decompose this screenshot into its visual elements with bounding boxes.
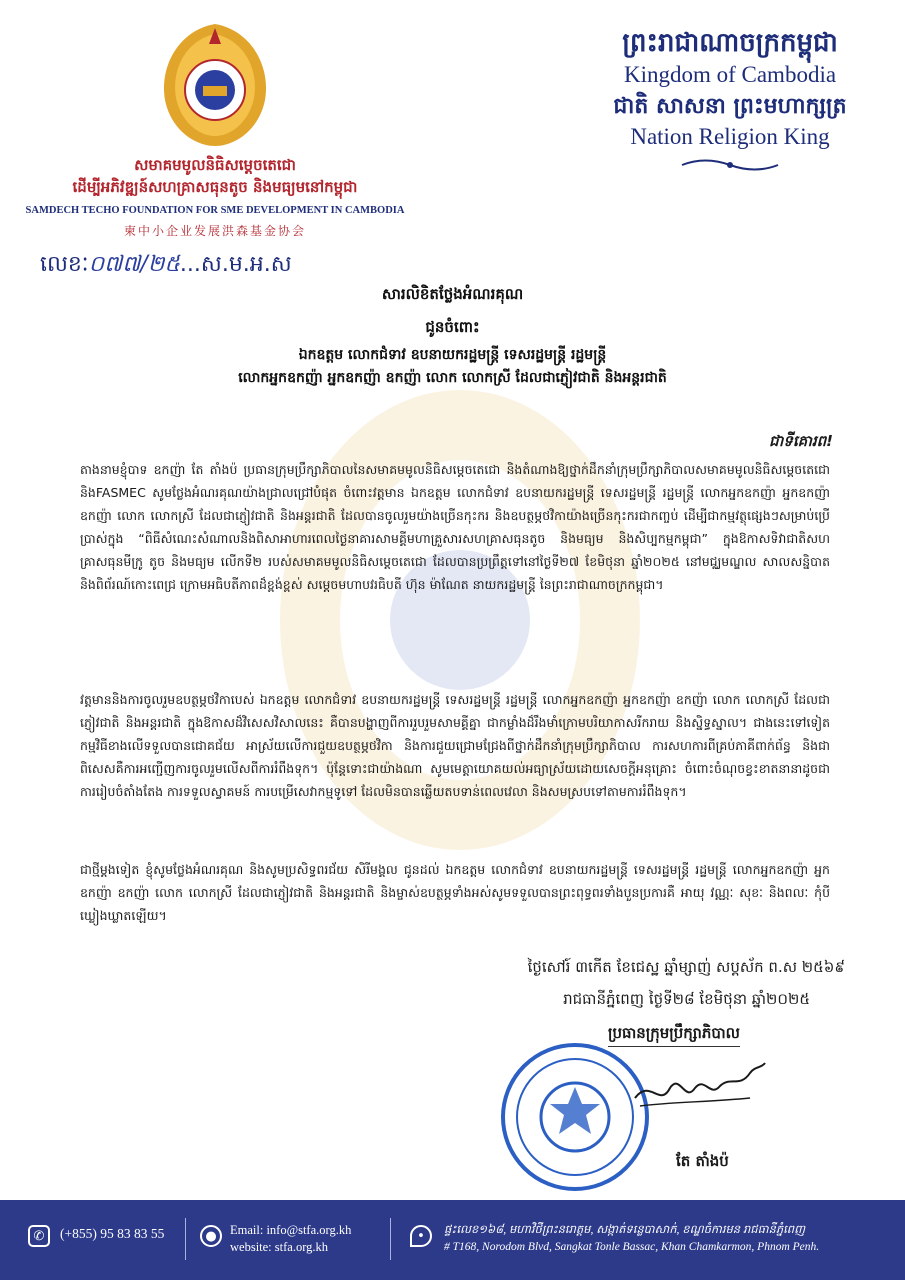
lunar-date: ថ្ងៃសៅរ៍ ៣កើត ខែជេស្ឋ ឆ្នាំម្សាញ់ សប្តស័ក ព.ស ២៥៦៩ (527, 958, 845, 976)
foundation-logo-icon (155, 20, 275, 150)
footer-address (444, 1222, 819, 1256)
org-name-km-line2: ដើម្បីអភិវឌ្ឍន៍សហគ្រាសធុនតូច និងមធ្យមនៅកម្ពុជា (72, 178, 358, 196)
location-pin-icon: • (410, 1225, 432, 1247)
ref-prefix: លេខៈ (40, 252, 89, 277)
ref-number: ០៧៧/២៥ (88, 252, 180, 277)
footer-phone[interactable]: (+855) 95 83 83 55 (60, 1226, 165, 1241)
footer-contact (230, 1222, 351, 1256)
kingdom-title-en: Kingdom of Cambodia (623, 62, 837, 87)
signer-name: តែ តាំងប៉ (676, 1152, 729, 1170)
motto-en: Nation Religion King (630, 124, 830, 149)
body-paragraph-2: វត្តមាននិងការចូលរួមឧបត្ថម្ភថវិកាបេស់ ឯកឧត្តម លោកជំទាវ ឧបនាយករដ្ឋមន្ត្រី ទេសរដ្ឋមន្ត្រី រដ្ឋមន្ត្រី លោកអ្នកឧកញ៉ា អ្នកឧកញ៉ា ឧកញ៉ា លោក លោកស្រី ដែលជាភ្ញៀវជាតិ និងអន្តរជាតិ ក្នុងឱកាសដ៏វិសេសវិសាលនេះ គឺបានបង្ហាញពីការរួបរួមសាមគ្គីគ្នា ជាកម្លាំងដ៏រឹងមាំក្រោមបរិយាកាសរីករាយ និងស្និទ្ធស្នាល។ ជាងនេះទៅទៀតកម្មវិធីខាងលើទទួលបានជោគជ័យ អាស្រ័យលើការជួយឧបត្ថម្ភថវិកា និងការជួយជ្រោមជ្រែងពីថ្នាក់ដឹកនាំក្រុមប្រឹក្សាភិបាល ការសហការពីគ្រប់ភាគីពាក់ព័ន្ធ និងជាពិសេសគឺការអញ្ជើញការចូលរួមលើសពីការរំពឹងទុក។ ប៉ុន្តែទោះជាយ៉ាងណា សូមមេត្តាយោគយល់អធ្យាស្រ័យដោយសេចក្តីអនុគ្រោះ ចំពោះចំណុចខ្វះខាតនានាដូចជា ការរៀបចំតាំងតែង ការទទួលស្វាគមន៍ ការបម្រើសេវាកម្មទូទៅ ដែលមិនបានឆ្លើយតបទាន់ពេលវេលា និងសមស្របទៅតាមការរំពឹងទុក។ (80, 692, 830, 799)
signature-icon (630, 1058, 770, 1118)
body-paragraph-3: ជាថ្មីម្តងទៀត ខ្ញុំសូមថ្លែងអំណរគុណ និងសូមប្រសិទ្ធពរជ័យ សិរីមង្គល ជូនដល់ ឯកឧត្តម លោកជំទាវ ឧបនាយករដ្ឋមន្ត្រី ទេសរដ្ឋមន្ត្រី រដ្ឋមន្ត្រី លោកអ្នកឧកញ៉ា អ្នកឧកញ៉ា ឧកញ៉ា លោក លោកស្រី ដែលជាភ្ញៀវជាតិ និងអន្តរជាតិ និងម្ចាស់ឧបត្ថម្ភទាំងអស់សូមទទួលបានព្រះពុទ្ធពរទាំងបួនប្រការគឺ អាយុ វណ្ណៈ សុខៈ និងពលៈ កុំបីឃ្លៀងឃ្លាតឡើយ។ (80, 862, 830, 923)
letter-title: សារលិខិតថ្លែងអំណរគុណ (381, 285, 524, 303)
body-paragraph-1: តាងនាមខ្ញុំបាទ ឧកញ៉ា តែ តាំងប៉ ប្រធានក្រុមប្រឹក្សាភិបាលនៃសមាគមមូលនិធិសម្តេចតេជោ និងតំណាងឱ្យថ្នាក់ដឹកនាំក្រុមប្រឹក្សាភិបាលសមាគមមូលនិធិសម្តេចតេជោ និងFASMEC សូមថ្លែងអំណរគុណយ៉ាងជ្រាលជ្រៅបំផុត ចំពោះវត្តមាន ឯកឧត្តម លោកជំទាវ ឧបនាយករដ្ឋមន្ត្រី ទេសរដ្ឋមន្ត្រី រដ្ឋមន្ត្រី លោកអ្នកឧកញ៉ា អ្នកឧកញ៉ា ឧកញ៉ា លោក លោកស្រី ដែលជាភ្ញៀវជាតិ និងអន្តរជាតិ ដែលបានចូលរួមយ៉ាងច្រើនកុះករ និងឧបត្ថម្ភថវិកាយ៉ាងច្រើនកុះករជាកញ្ចប់ ដើម្បីជាកម្មវត្ថុផ្សេងៗសម្រាប់ប្រើប្រាស់ក្នុង “ពិធីសំណេះសំណាលនិងពិសាអាហារពេលថ្ងៃនាគារសាមគ្គីមហាគ្រួសារសហគ្រាសធុនតូច និងមធ្យម និងសិប្បកម្មកម្ពុជា” ក្នុងឱកាសទិវាជាតិសហគ្រាសធុនមីក្រូ តូច និងមធ្យម លើកទី២ របស់សមាគមមូលនិធិសម្តេចតេជោ ដែលបានប្រព្រឹត្តទៅនៅថ្ងៃទី២៧ ខែមិថុនា ឆ្នាំ២០២៥ នៅមជ្ឈមណ្ឌល សាលសន្និបាត និងពិព័រណ៍កោះពេជ្រ ក្រោមអធិបតីភាពដ៏ខ្ពង់ខ្ពស់ សម្តេចមហាបវរធិបតី ហ៊ុន ម៉ាណែត នាយករដ្ឋមន្ត្រី នៃព្រះរាជាណាចក្រកម្ពុជា។ (80, 462, 830, 592)
footer-address-en: # T168, Norodom Blvd, Sangkat Tonle Bassac, Khan Chamkarmon, Phnom Penh. (444, 1241, 820, 1253)
recipients-line1: ឯកឧត្តម លោកជំទាវ ឧបនាយករដ្ឋមន្ត្រី ទេសរដ្ឋមន្ត្រី រដ្ឋមន្ត្រី (298, 347, 607, 363)
ornament-divider-icon (680, 156, 780, 174)
footer-divider (390, 1218, 391, 1260)
official-seal-icon (500, 1042, 650, 1192)
ref-suffix: ...ស.ម.អ.ស (179, 252, 292, 277)
greeting: ជាទីគោរព! (769, 432, 833, 450)
solar-date: រាជធានីភ្នំពេញ ថ្ងៃទី២៨ ខែមិថុនា ឆ្នាំ២០២៥ (563, 990, 810, 1008)
reference-number (40, 250, 292, 282)
org-name-en: SAMDECH TECHO FOUNDATION FOR SME DEVELOPMENT IN CAMBODIA (25, 205, 405, 216)
org-name-km-line1: សមាគមមូលនិធិសម្តេចតេជោ (134, 156, 296, 174)
kingdom-title-km: ព្រះរាជាណាចក្រកម្ពុជា (622, 28, 838, 58)
footer-website[interactable]: website: stfa.org.kh (230, 1240, 329, 1254)
globe-icon: ● (200, 1225, 222, 1247)
footer-email[interactable]: Email: info@stfa.org.kh (230, 1223, 352, 1237)
recipients-line2: លោកអ្នកឧកញ៉ា អ្នកឧកញ៉ា ឧកញ៉ា លោក លោកស្រី ដែលជាភ្ញៀវជាតិ និងអន្តរជាតិ (238, 370, 667, 386)
phone-icon: ✆ (28, 1225, 50, 1247)
letter-to: ជូនចំពោះ (425, 318, 480, 336)
motto-km: ជាតិ សាសនា ព្រះមហាក្សត្រ (613, 93, 847, 119)
org-name-cn: 柬中小企业发展洪森基金协会 (123, 224, 306, 238)
footer-address-km: ផ្ទះលេខ១៦៨, មហាវិថីព្រះនរោត្តម, សង្កាត់ទន្លេបាសាក់, ខណ្ឌចំការមន រាជធានីភ្នំពេញ (444, 1224, 806, 1236)
footer-divider (185, 1218, 186, 1260)
signer-title: ប្រធានក្រុមប្រឹក្សាភិបាល (608, 1024, 740, 1047)
